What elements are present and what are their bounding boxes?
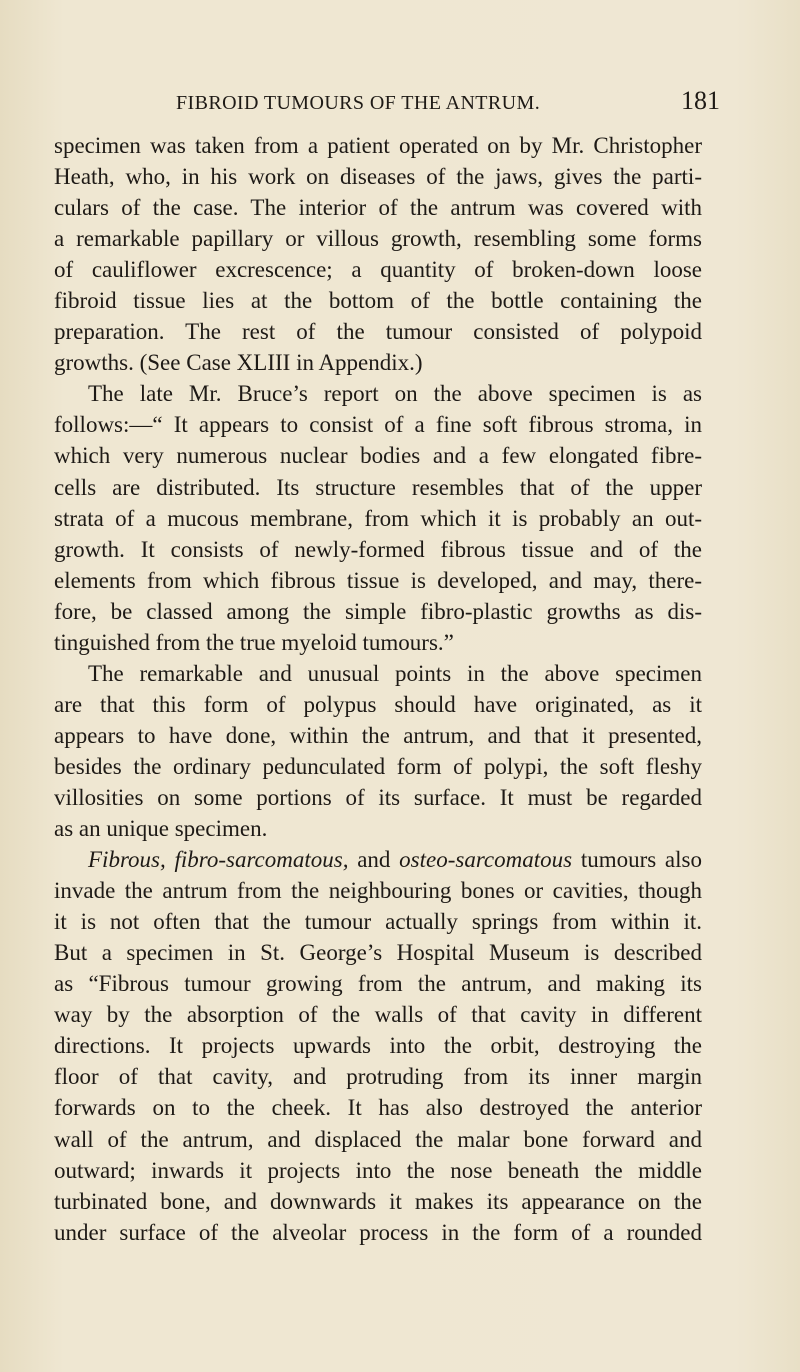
italic-term: Fibrous, fibro-sarcomatous, [88,847,349,873]
text-line: villosities on some portions of its surface. It must be regarded [54,784,702,810]
running-title: FIBROID TUMOURS OF THE ANTRUM. [176,92,541,114]
text-line: directions. It projects upwards into the orbit, destroying the [54,1033,702,1059]
page-number: 181 [681,86,720,115]
text-line: wall of the antrum, and displaced the malar bone forward and [54,1126,702,1152]
text-line: tinguished from the true myeloid tumours.” [54,629,454,655]
text-line: The remarkable and unusual points in the above specimen [88,660,702,686]
text-line: are that this form of polypus should have originated, as it [54,691,702,717]
text-line: culars of the case. The interior of the antrum was covered with [54,195,702,221]
text-line-italic-lead [54,844,702,875]
text-line: growth. It consists of newly-formed fibrous tissue and of the [54,536,702,562]
text-line: a remarkable papillary or villous growth, resembling some forms [54,226,702,252]
text-line: growths. (See Case XLIII in Appendix.) [54,350,423,376]
text-line: which very numerous nuclear bodies and a few elongated fibre- [54,443,702,469]
text-line: of cauliflower excrescence; a quantity of broken-down loose [54,257,702,283]
text-line: The late Mr. Bruce’s report on the above specimen is as [88,381,702,407]
text-line: as “Fibrous tumour growing from the antrum, and making its [54,971,702,997]
text-line: way by the absorption of the walls of that cavity in different [54,1002,702,1028]
text-line: Heath, who, in his work on diseases of the jaws, gives the parti- [54,164,702,190]
text-line: preparation. The rest of the tumour consisted of polypoid [54,319,702,345]
italic-term: osteo-sarcomatous [399,847,573,873]
text-line: But a specimen in St. George’s Hospital Museum is described [54,940,702,966]
text-line: turbinated bone, and downwards it makes its appearance on the [54,1188,702,1214]
text-line: forwards on to the cheek. It has also destroyed the anterior [54,1095,702,1121]
text-line: invade the antrum from the neighbouring bones or cavities, though [54,878,702,904]
text-line: elements from which fibrous tissue is developed, and may, there- [54,567,702,593]
text-line: under surface of the alveolar process in the form of a rounded [54,1219,702,1245]
text-line: it is not often that the tumour actually springs from within it. [54,909,702,935]
connector-text: and [348,847,400,873]
running-head [168,86,720,116]
text-line: outward; inwards it projects into the nose beneath the middle [54,1157,702,1183]
text-line: cells are distributed. Its structure resembles that of the upper [54,474,702,500]
text-line: follows:—“ It appears to consist of a fine soft fibrous stroma, in [54,412,702,438]
body-text [54,130,702,1248]
text-line: strata of a mucous membrane, from which it is probably an out- [54,505,702,531]
trailing-text: tumours also [572,847,702,873]
text-line: besides the ordinary pedunculated form of polypi, the soft fleshy [54,753,702,779]
text-line: fibroid tissue lies at the bottom of the bottle containing the [54,288,702,314]
text-line: specimen was taken from a patient operated on by Mr. Christopher [54,133,702,158]
text-line: floor of that cavity, and protruding from its inner margin [54,1064,702,1090]
text-line: appears to have done, within the antrum, and that it presented, [54,722,702,748]
text-line: as an unique specimen. [54,816,268,842]
text-line: fore, be classed among the simple fibro-plastic growths as dis- [54,598,702,624]
